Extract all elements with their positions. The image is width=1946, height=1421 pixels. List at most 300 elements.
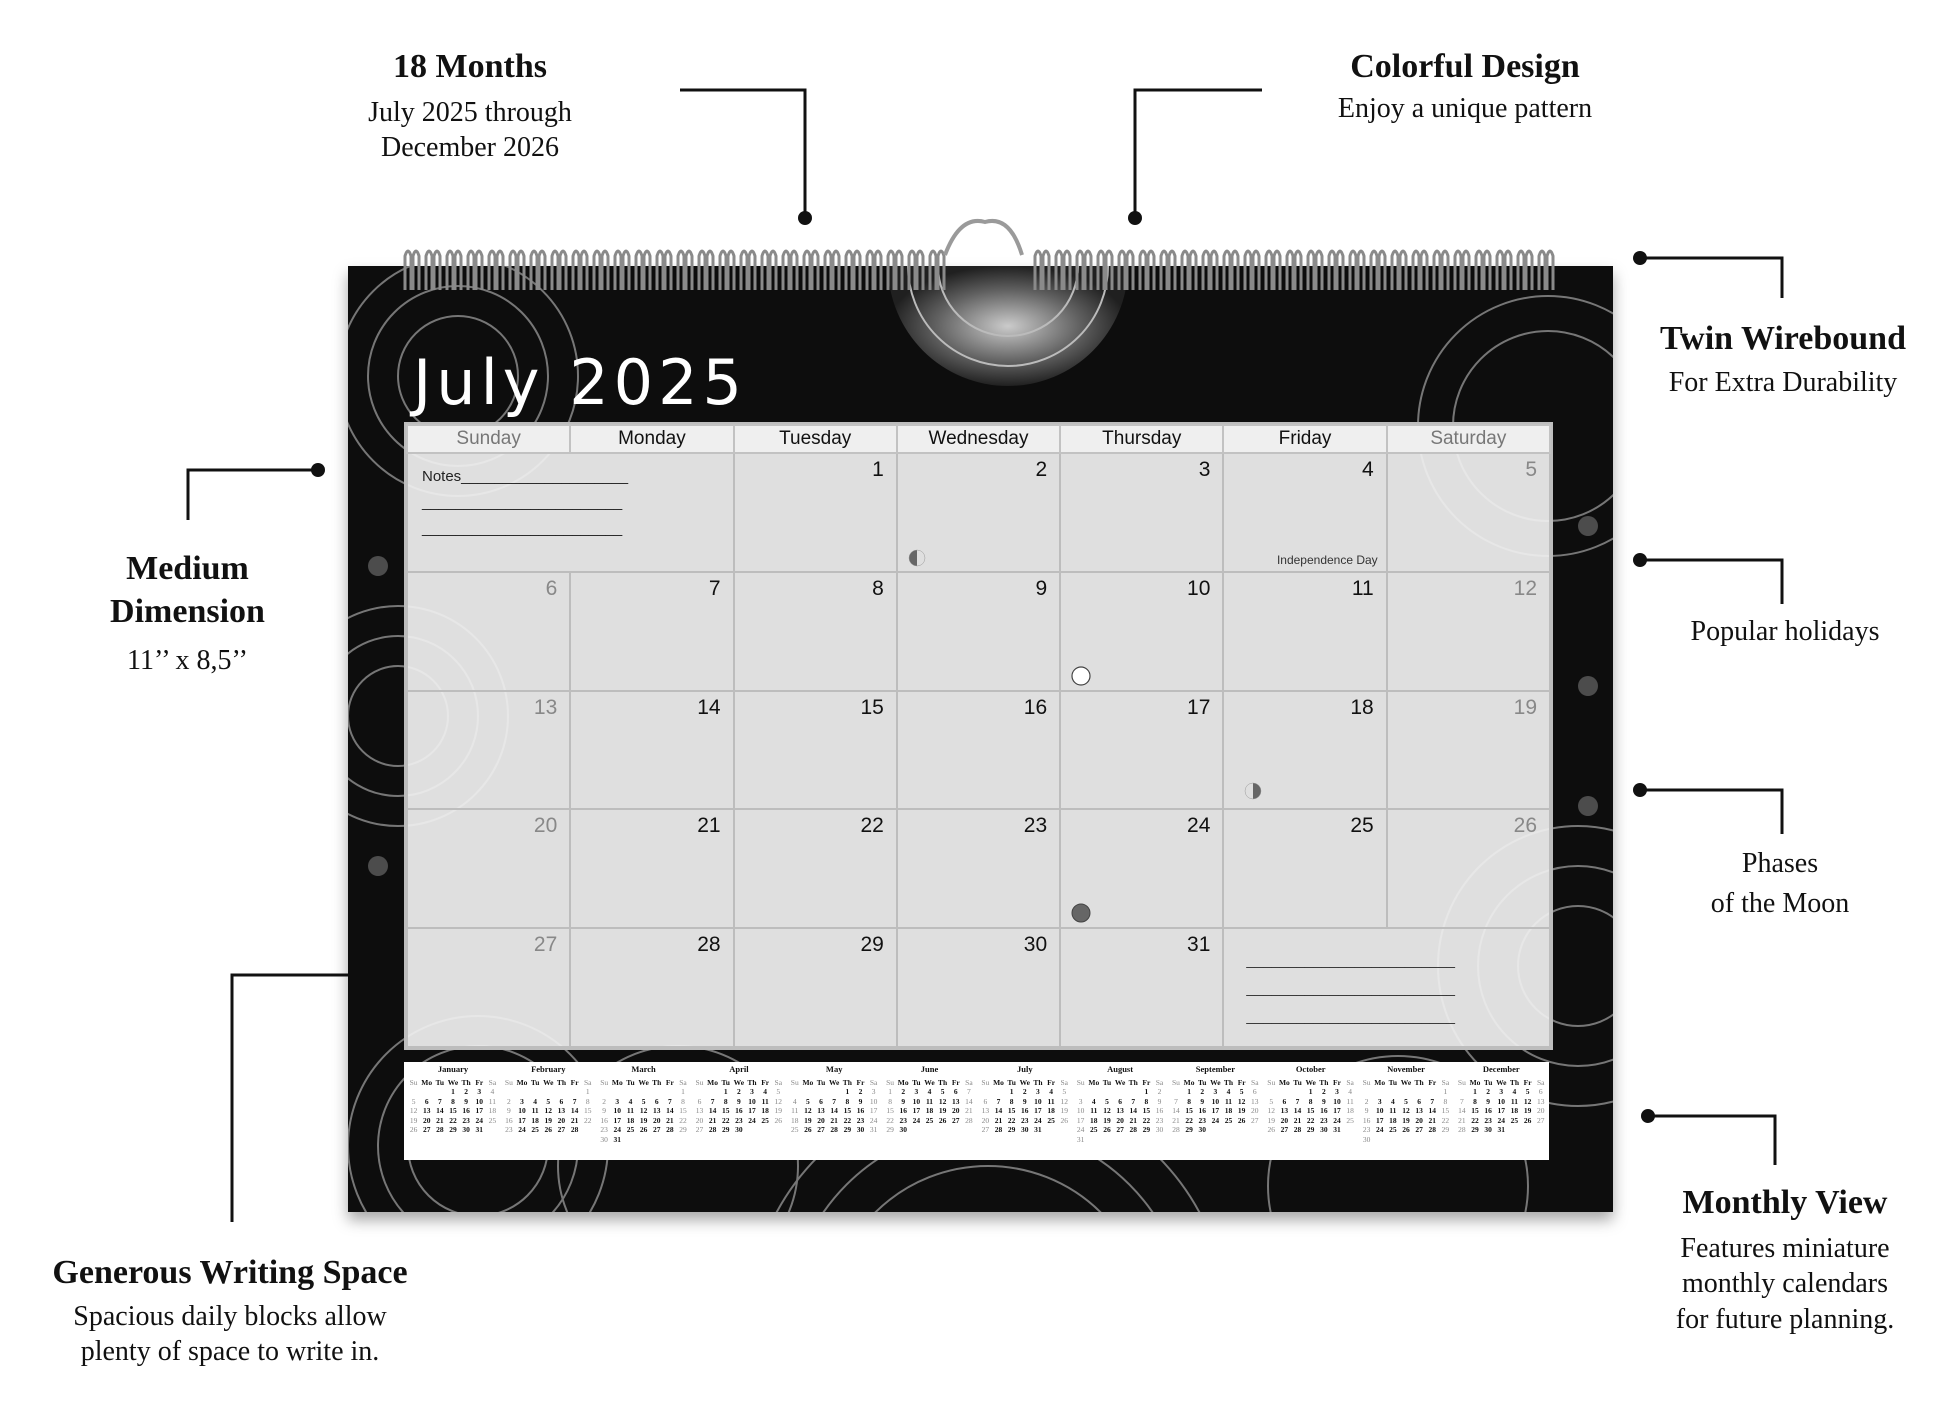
mini-day: 6 — [1417, 1096, 1421, 1106]
mini-day: 8 — [681, 1096, 685, 1106]
wire-loop — [581, 251, 587, 290]
day-number: 11 — [1351, 576, 1374, 600]
mini-day: 27 — [952, 1115, 960, 1125]
mini-day: 13 — [557, 1106, 566, 1115]
day-number: 23 — [1023, 814, 1048, 838]
wire-loop — [938, 251, 944, 290]
mini-day: 12 — [1523, 1096, 1532, 1106]
mini-day: 26 — [938, 1115, 947, 1125]
mini-day: 13 — [1415, 1106, 1423, 1115]
mini-weekday: We — [828, 1077, 840, 1087]
mini-day: 7 — [1430, 1096, 1435, 1106]
mini-weekday: Mo — [1183, 1077, 1195, 1087]
mini-day: 12 — [774, 1096, 783, 1106]
mini-day: 4 — [533, 1096, 538, 1106]
mini-weekday: Fr — [1333, 1077, 1341, 1087]
mini-day: 22 — [721, 1115, 730, 1125]
day-number: 19 — [1513, 695, 1537, 719]
wire-loop — [930, 251, 936, 290]
notes-line: ________________________ — [422, 520, 623, 537]
mini-day: 5 — [1269, 1096, 1274, 1106]
mini-day: 22 — [1471, 1115, 1479, 1125]
mini-weekday: Sa — [965, 1077, 973, 1087]
mini-day: 7 — [710, 1096, 715, 1106]
wire-loop — [888, 251, 894, 290]
wire-loop — [1463, 251, 1469, 290]
wire-loop — [560, 251, 566, 290]
wire-loop — [833, 251, 839, 290]
wire-loop — [594, 251, 600, 290]
callout-line: plenty of space to write in. — [80, 1336, 380, 1368]
wire-loop — [1274, 251, 1280, 290]
day-number: 25 — [1350, 814, 1374, 838]
wire-loop — [720, 251, 726, 290]
mini-day: 21 — [1172, 1115, 1180, 1125]
weekday-header: Monday — [570, 425, 733, 453]
wire-loop — [497, 251, 503, 290]
mini-day: 6 — [1252, 1087, 1257, 1096]
mini-day: 23 — [856, 1115, 865, 1125]
callout-title: Twin Wirebound — [1660, 320, 1906, 357]
mini-day: 11 — [1047, 1096, 1055, 1106]
wire-loop — [1148, 251, 1154, 290]
mini-month-name: April — [729, 1064, 749, 1074]
mini-weekday: Sa — [679, 1077, 687, 1087]
mini-day: 1 — [1009, 1087, 1014, 1096]
mini-day: 29 — [721, 1125, 730, 1134]
mini-day: 23 — [1021, 1115, 1029, 1125]
wire-loop — [1035, 251, 1041, 290]
mini-day: 7 — [667, 1096, 672, 1106]
mini-day: 31 — [1333, 1125, 1341, 1134]
mini-day: 16 — [1021, 1106, 1029, 1115]
wire-loop — [510, 251, 516, 290]
mini-day: 25 — [761, 1115, 769, 1125]
mini-day: 5 — [1105, 1096, 1109, 1106]
mini-day: 24 — [1211, 1115, 1220, 1125]
mini-weekday: Mo — [802, 1077, 814, 1087]
wire-loop — [1497, 251, 1503, 290]
mini-day: 25 — [1047, 1115, 1055, 1125]
mini-day: 9 — [506, 1106, 511, 1115]
callout-line: Features miniature — [1680, 1232, 1890, 1264]
wire-loop — [1077, 251, 1083, 290]
mini-day: 21 — [1428, 1115, 1437, 1125]
mini-day: 26 — [544, 1125, 553, 1134]
mini-day: 8 — [451, 1096, 455, 1106]
mini-day: 10 — [869, 1096, 878, 1106]
mini-day: 19 — [409, 1115, 418, 1125]
mini-day: 10 — [1375, 1106, 1384, 1115]
mini-day: 29 — [1185, 1125, 1193, 1134]
mini-day: 3 — [1213, 1087, 1218, 1096]
wire-loop — [1379, 251, 1385, 290]
mini-day: 24 — [748, 1115, 756, 1125]
mini-day: 9 — [737, 1096, 741, 1106]
mini-weekday: Tu — [626, 1077, 635, 1087]
wire-loop — [825, 251, 831, 290]
mini-day: 14 — [965, 1096, 973, 1106]
mini-day: 13 — [981, 1106, 990, 1115]
mini-day: 23 — [600, 1125, 608, 1134]
mini-day: 19 — [1237, 1106, 1246, 1115]
wire-loop — [1358, 251, 1364, 290]
mini-day: 7 — [1459, 1096, 1464, 1106]
day-number: 9 — [1035, 576, 1048, 600]
mini-day: 13 — [1536, 1096, 1545, 1106]
mini-day: 14 — [1428, 1106, 1437, 1115]
mini-day: 11 — [925, 1096, 934, 1106]
mini-day: 9 — [1200, 1096, 1205, 1106]
mini-day: 7 — [437, 1096, 442, 1106]
mini-month-name: May — [825, 1064, 843, 1074]
mini-day: 19 — [774, 1106, 783, 1115]
wire-loop — [552, 251, 558, 290]
mini-day: 27 — [1251, 1115, 1259, 1125]
mini-day: 19 — [639, 1115, 648, 1125]
mini-day: 21 — [570, 1115, 579, 1125]
mini-day: 15 — [1185, 1106, 1193, 1115]
callout-line: monthly calendars — [1681, 1268, 1889, 1300]
mini-weekday: Fr — [1142, 1077, 1151, 1087]
wire-loop — [1224, 251, 1230, 290]
wire-loop — [623, 251, 629, 290]
wire-loop — [602, 251, 608, 290]
mini-day: 8 — [1187, 1096, 1191, 1106]
mini-day: 18 — [925, 1106, 934, 1115]
mini-day: 20 — [652, 1115, 661, 1125]
mini-day: 27 — [422, 1125, 431, 1134]
mini-day: 25 — [1090, 1125, 1098, 1134]
wire-loop — [1211, 251, 1217, 290]
mini-weekday: Su — [600, 1077, 609, 1087]
notes-line: _________________________ — [1246, 952, 1455, 970]
mini-day: 29 — [1142, 1125, 1151, 1134]
mini-month-name: December — [1482, 1064, 1520, 1074]
mini-weekday: Sa — [1346, 1077, 1354, 1087]
day-number: 6 — [545, 576, 558, 600]
mini-weekday: Tu — [721, 1077, 730, 1087]
wire-loop — [854, 251, 860, 290]
mini-day: 8 — [585, 1096, 590, 1106]
mini-day: 20 — [557, 1115, 566, 1125]
mini-day: 18 — [1090, 1115, 1098, 1125]
mini-day: 6 — [1538, 1087, 1543, 1096]
mini-day: 16 — [735, 1106, 743, 1115]
mini-day: 10 — [1333, 1096, 1341, 1106]
mini-day: 14 — [830, 1106, 838, 1115]
mini-day: 5 — [1239, 1087, 1244, 1096]
wire-loop — [1455, 251, 1461, 290]
mini-weekday: Mo — [707, 1077, 719, 1087]
weekday-header: Saturday — [1387, 425, 1550, 453]
mini-day: 30 — [1362, 1134, 1371, 1144]
mini-day: 8 — [1009, 1096, 1014, 1106]
mini-day: 2 — [858, 1087, 863, 1096]
mini-day: 9 — [1157, 1096, 1162, 1106]
mini-weekday: Mo — [421, 1077, 433, 1087]
wire-loop — [1287, 251, 1293, 290]
wire-loop — [1505, 251, 1511, 290]
mini-weekday: Mo — [993, 1077, 1004, 1087]
day-number: 16 — [1023, 695, 1048, 719]
mini-day: 22 — [843, 1115, 852, 1125]
wire-loop — [1539, 251, 1545, 290]
mini-day: 17 — [1375, 1115, 1384, 1125]
mini-day: 15 — [1471, 1106, 1479, 1115]
mini-day: 15 — [886, 1106, 894, 1115]
mini-day: 30 — [462, 1125, 470, 1134]
mini-day: 29 — [679, 1125, 687, 1134]
wire-loop — [531, 251, 537, 290]
mini-weekday: Mo — [1374, 1077, 1386, 1087]
wire-loop — [875, 251, 881, 290]
mini-day: 29 — [886, 1125, 894, 1134]
mini-day: 11 — [626, 1106, 634, 1115]
wire-loop — [1140, 251, 1146, 290]
wire-loop — [867, 251, 873, 290]
mini-day: 26 — [1523, 1115, 1532, 1125]
wire-loop — [804, 251, 810, 290]
mini-day: 10 — [1211, 1096, 1220, 1106]
mini-day: 30 — [1155, 1125, 1164, 1134]
mini-day: 12 — [409, 1106, 418, 1115]
mini-day: 26 — [1267, 1125, 1275, 1134]
mini-weekday: Mo — [897, 1077, 909, 1087]
mini-day: 19 — [544, 1115, 553, 1125]
wire-loop — [1043, 251, 1049, 290]
mini-day: 29 — [1471, 1125, 1479, 1134]
mini-month-name: November — [1387, 1064, 1425, 1074]
wire-loop — [762, 251, 768, 290]
mini-day: 26 — [1402, 1125, 1410, 1134]
mini-day: 23 — [1155, 1115, 1164, 1125]
mini-day: 21 — [666, 1115, 674, 1125]
mini-weekday: Sa — [1060, 1077, 1068, 1087]
mini-weekday: Th — [461, 1077, 471, 1087]
mini-day: 4 — [792, 1096, 797, 1106]
mini-day: 14 — [436, 1106, 444, 1115]
mini-day: 13 — [952, 1096, 960, 1106]
mini-weekday: Sa — [1155, 1077, 1164, 1087]
day-number: 21 — [697, 814, 721, 838]
mini-weekday: We — [1400, 1077, 1412, 1087]
mini-weekday: We — [638, 1077, 649, 1087]
month-title: July 2025 — [413, 346, 747, 419]
mini-day: 3 — [615, 1096, 620, 1106]
callout-line: Popular holidays — [1690, 616, 1880, 647]
mini-day: 30 — [1320, 1125, 1328, 1134]
mini-day: 13 — [695, 1106, 704, 1115]
mini-day: 2 — [1200, 1087, 1205, 1096]
mini-day: 2 — [901, 1087, 906, 1096]
mini-weekday: Fr — [475, 1077, 484, 1087]
mini-weekday: Mo — [1469, 1077, 1481, 1087]
mini-day: 31 — [613, 1134, 622, 1144]
mini-day: 18 — [1047, 1106, 1055, 1115]
mini-day: 25 — [626, 1125, 635, 1134]
mini-day: 28 — [436, 1125, 444, 1134]
mini-day: 5 — [1525, 1087, 1530, 1096]
wire-loop — [489, 251, 495, 290]
callout-line: 11’’ x 8,5’’ — [126, 645, 249, 676]
callout-title: Monthly View — [1682, 1184, 1888, 1221]
mini-day: 27 — [817, 1125, 825, 1134]
mini-day: 9 — [602, 1106, 607, 1115]
mini-day: 28 — [1293, 1125, 1302, 1134]
mini-day: 11 — [1389, 1106, 1397, 1115]
mini-day: 1 — [1187, 1087, 1191, 1096]
mini-day: 16 — [1155, 1106, 1164, 1115]
mini-day: 19 — [804, 1115, 812, 1125]
holiday-label: Independence Day — [1276, 552, 1378, 567]
mini-day: 24 — [613, 1125, 622, 1134]
mini-weekday: Sa — [774, 1077, 783, 1087]
mini-day: 21 — [965, 1106, 973, 1115]
day-number: 29 — [860, 933, 884, 957]
mini-weekday: We — [1019, 1077, 1030, 1087]
mini-day: 12 — [544, 1106, 553, 1115]
wire-loop — [1547, 251, 1553, 290]
mini-day: 13 — [1280, 1106, 1289, 1115]
mini-day: 1 — [845, 1087, 850, 1096]
mini-day: 15 — [1007, 1106, 1016, 1115]
mini-day: 31 — [1034, 1125, 1042, 1134]
mini-day: 30 — [1484, 1125, 1492, 1134]
wire-loop — [909, 251, 915, 290]
wire-loop — [1119, 251, 1125, 290]
mini-day: 15 — [1306, 1106, 1315, 1115]
wire-loop — [896, 251, 902, 290]
mini-day: 5 — [641, 1096, 646, 1106]
mini-day: 8 — [723, 1096, 728, 1106]
mini-month-name: February — [531, 1064, 566, 1074]
callout-title: Medium — [126, 550, 249, 587]
wire-loop — [741, 251, 747, 290]
mini-day: 12 — [1060, 1096, 1068, 1106]
day-number: 12 — [1513, 576, 1537, 600]
mini-day: 15 — [1142, 1106, 1151, 1115]
mini-day: 2 — [602, 1096, 607, 1106]
mini-day: 28 — [1458, 1125, 1466, 1134]
mini-day: 5 — [1062, 1087, 1067, 1096]
mini-day: 31 — [475, 1125, 484, 1134]
mini-day: 30 — [1021, 1125, 1029, 1134]
mini-day: 6 — [559, 1096, 564, 1106]
mini-day: 4 — [1049, 1087, 1053, 1096]
mini-day: 28 — [994, 1125, 1003, 1134]
mini-day: 22 — [449, 1115, 457, 1125]
mini-day: 5 — [1404, 1096, 1408, 1106]
mini-day: 7 — [967, 1087, 971, 1096]
mini-weekday: Tu — [435, 1077, 445, 1087]
mini-weekday: Fr — [570, 1077, 579, 1087]
mini-day: 25 — [1389, 1125, 1397, 1134]
mini-day: 20 — [1116, 1115, 1124, 1125]
mini-day: 17 — [1076, 1115, 1085, 1125]
mini-weekday: Sa — [488, 1077, 497, 1087]
wire-loop — [1392, 251, 1398, 290]
mini-day: 4 — [1091, 1096, 1096, 1106]
mini-day: 14 — [570, 1106, 579, 1115]
mini-day: 20 — [1251, 1106, 1259, 1115]
mini-day: 11 — [791, 1106, 799, 1115]
wire-loop — [686, 251, 692, 290]
mini-day: 26 — [774, 1115, 783, 1125]
mini-day: 23 — [1362, 1125, 1371, 1134]
mini-day: 2 — [1157, 1087, 1162, 1096]
mini-day: 17 — [1211, 1106, 1220, 1115]
mini-day: 2 — [1321, 1087, 1326, 1096]
mini-weekday: Fr — [856, 1077, 865, 1087]
wire-loop — [615, 251, 621, 290]
day-number: 26 — [1513, 814, 1537, 838]
mini-day: 19 — [1267, 1115, 1275, 1125]
hanger-hook — [945, 221, 1022, 255]
mini-day: 3 — [1036, 1087, 1040, 1096]
wire-loop — [573, 251, 579, 290]
callout-line: December 2026 — [380, 132, 560, 164]
wire-loop — [812, 251, 818, 290]
mini-day: 18 — [1510, 1106, 1519, 1115]
mini-day: 12 — [1402, 1106, 1410, 1115]
mini-day: 21 — [994, 1115, 1003, 1125]
mini-day: 24 — [1076, 1125, 1085, 1134]
mini-day: 3 — [520, 1096, 524, 1106]
mini-weekday: Fr — [1523, 1077, 1532, 1087]
mini-weekday: We — [924, 1077, 935, 1087]
mini-day: 4 — [490, 1087, 495, 1096]
mini-day: 21 — [708, 1115, 717, 1125]
mini-weekday: Th — [1319, 1077, 1329, 1087]
mini-day: 13 — [1116, 1106, 1124, 1115]
mini-day: 25 — [531, 1125, 539, 1134]
mini-day: 2 — [464, 1087, 468, 1096]
mini-weekday: We — [447, 1077, 459, 1087]
mini-day: 26 — [1103, 1125, 1111, 1134]
callout-line: Phases — [1741, 848, 1819, 879]
weekday-header: Sunday — [407, 425, 570, 453]
mini-day: 9 — [1486, 1096, 1491, 1106]
mini-day: 19 — [1523, 1106, 1532, 1115]
mini-day: 3 — [1377, 1096, 1382, 1106]
mini-day: 28 — [830, 1125, 838, 1134]
day-number: 15 — [860, 695, 884, 719]
mini-day: 20 — [1536, 1106, 1545, 1115]
notes-line: ________________________ — [422, 494, 623, 511]
mini-day: 19 — [1402, 1115, 1410, 1125]
wire-loop — [791, 251, 797, 290]
mini-day: 23 — [735, 1115, 743, 1125]
wire-loop — [1421, 251, 1427, 290]
wire-loop — [1308, 251, 1314, 290]
mini-weekday: Sa — [1536, 1077, 1545, 1087]
mini-weekday: Sa — [583, 1077, 592, 1087]
mini-day: 7 — [572, 1096, 577, 1106]
mini-day: 22 — [1142, 1115, 1151, 1125]
mini-day: 14 — [1172, 1106, 1180, 1115]
mini-day: 10 — [1076, 1106, 1085, 1115]
mini-day: 10 — [475, 1096, 484, 1106]
mini-weekday: Fr — [951, 1077, 960, 1087]
mini-day: 12 — [938, 1096, 947, 1106]
mini-day: 16 — [1362, 1115, 1371, 1125]
mini-day: 1 — [888, 1087, 892, 1096]
mini-day: 12 — [1267, 1106, 1275, 1115]
day-number: 22 — [860, 814, 884, 838]
mini-weekday: Fr — [1237, 1077, 1246, 1087]
mini-day: 4 — [927, 1087, 932, 1096]
